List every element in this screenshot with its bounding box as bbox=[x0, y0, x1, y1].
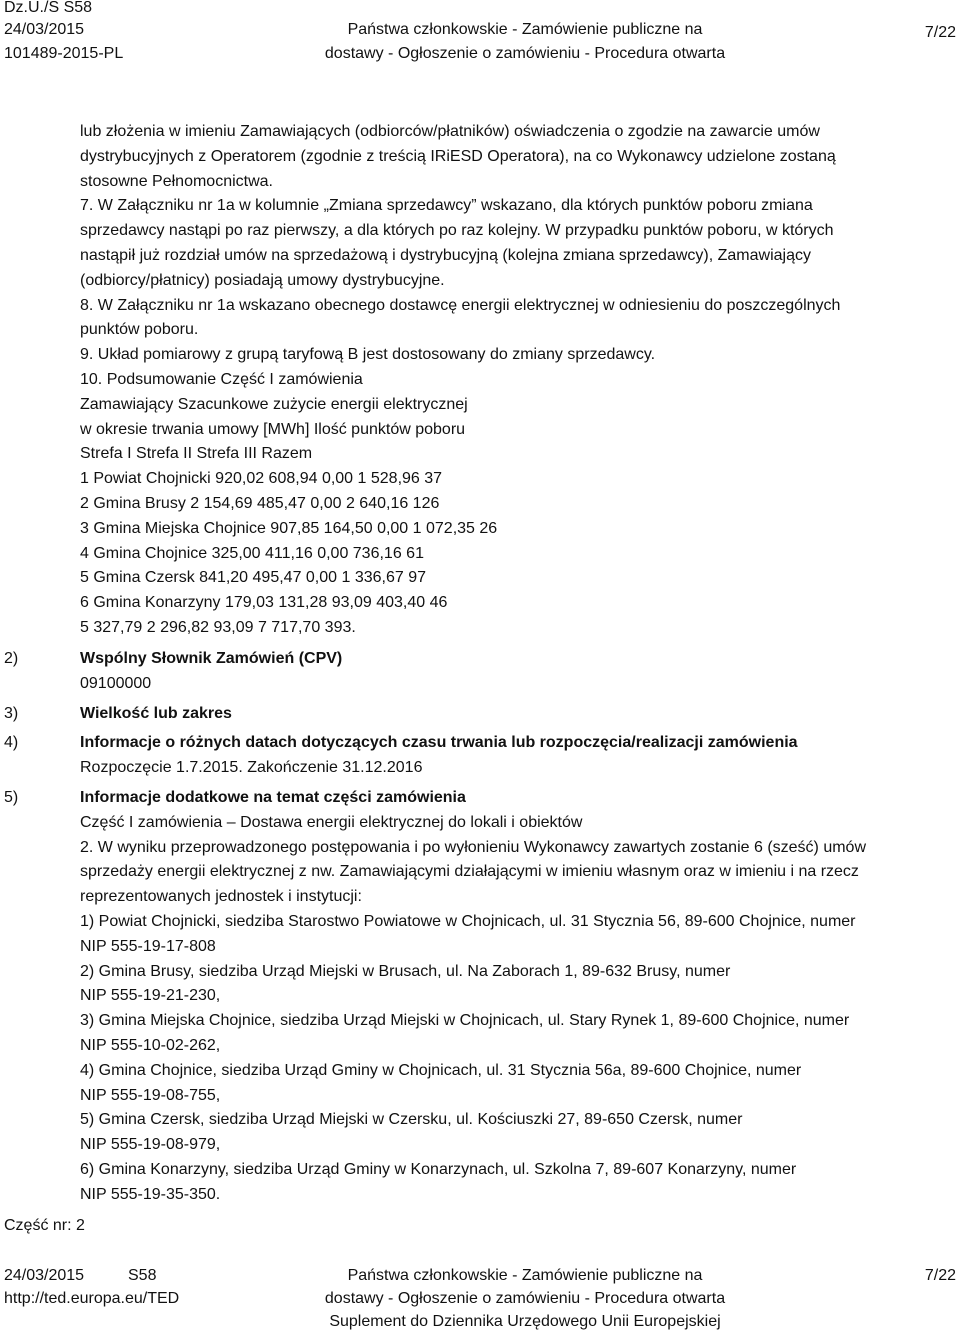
section-number: 5) bbox=[4, 789, 19, 806]
section-line: NIP 555-19-35-350. bbox=[80, 1185, 221, 1203]
section-line: 09100000 bbox=[80, 674, 152, 692]
section-line: NIP 555-19-08-979, bbox=[80, 1136, 221, 1154]
body-line: w okresie trwania umowy [MWh] Ilość punktów poboru bbox=[80, 420, 466, 438]
section-line: 3) Gmina Miejska Chojnice, siedziba Urząd Miejski w Chojnicach, ul. Stary Rynek 1, 89-600 Chojnice, numer bbox=[80, 1012, 850, 1030]
section-line: reprezentowanych jednostek i instytucji: bbox=[80, 888, 362, 906]
body-line: 4 Gmina Chojnice 325,00 411,16 0,00 736,16 61 bbox=[80, 544, 424, 562]
header-title-line1: Państwa członkowskie - Zamówienie publiczne na bbox=[347, 21, 703, 38]
footer-title-line2: dostawy - Ogłoszenie o zamówieniu - Procedura otwarta bbox=[324, 1290, 726, 1307]
header-doc-id: Dz.U./S S58 bbox=[4, 0, 93, 16]
section-content bbox=[80, 702, 950, 727]
body-line: stosowne Pełnomocnictwa. bbox=[80, 172, 273, 190]
footer-title-line1: Państwa członkowskie - Zamówienie publiczne na bbox=[347, 1267, 703, 1284]
page-footer bbox=[0, 1265, 960, 1334]
body-line: 5 Gmina Czersk 841,20 495,47 0,00 1 336,67 97 bbox=[80, 569, 427, 587]
body-line: 7. W Załączniku nr 1a w kolumnie „Zmiana sprzedawcy” wskazano, dla których punktów poboru zmiana bbox=[80, 197, 813, 215]
footer-url[interactable]: http://ted.europa.eu/TED bbox=[4, 1290, 180, 1307]
footer-page-number: 7/22 bbox=[924, 1267, 956, 1284]
part-label: Część nr: 2 bbox=[4, 1217, 85, 1234]
section-line: 2) Gmina Brusy, siedziba Urząd Miejski w Brusach, ul. Na Zaborach 1, 89-632 Brusy, numer bbox=[80, 962, 731, 980]
body-line: lub złożenia w imieniu Zamawiających (odbiorców/płatników) oświadczenia o zgodzie na zawarcie umów bbox=[80, 123, 820, 140]
body-line: Strefa I Strefa II Strefa III Razem bbox=[80, 445, 313, 463]
header-date: 24/03/2015 bbox=[4, 21, 85, 38]
section-content bbox=[80, 786, 950, 1208]
section-content bbox=[80, 731, 950, 781]
section-line: 1) Powiat Chojnicki, siedziba Starostwo Powiatowe w Chojnicach, ul. 31 Stycznia 56, 89-600 Chojnice, numer bbox=[80, 912, 856, 930]
body-line: punktów poboru. bbox=[80, 321, 199, 339]
section-line: 2. W wyniku przeprowadzonego postępowania i po wyłonieniu Wykonawcy zawartych zostanie 6 (sześć) umów bbox=[80, 838, 866, 856]
body-line: 8. W Załączniku nr 1a wskazano obecnego dostawcę energii elektrycznej w odniesieniu do poszczególnych bbox=[80, 296, 841, 314]
header-ref: 101489-2015-PL bbox=[4, 45, 124, 62]
section-line: sprzedaży energii elektrycznej z nw. Zamawiającymi działającymi w imieniu własnym oraz w imieniu i na rzecz bbox=[80, 863, 859, 881]
section-line: NIP 555-19-08-755, bbox=[80, 1086, 221, 1104]
body-line: Zamawiający Szacunkowe zużycie energii elektrycznej bbox=[80, 395, 468, 413]
section-number: 4) bbox=[4, 734, 19, 751]
section-number: 3) bbox=[4, 705, 19, 722]
header-title-line2: dostawy - Ogłoszenie o zamówieniu - Procedura otwarta bbox=[324, 45, 726, 62]
section-title: Wielkość lub zakres bbox=[80, 705, 232, 722]
body-line: 9. Układ pomiarowy z grupą taryfową B jest dostosowany do zmiany sprzedawcy. bbox=[80, 346, 656, 364]
section-content bbox=[80, 647, 950, 697]
section-line: Część I zamówienia – Dostawa energii elektrycznej do lokali i obiektów bbox=[80, 813, 583, 831]
body-line: 1 Powiat Chojnicki 920,02 608,94 0,00 1 528,96 37 bbox=[80, 470, 443, 488]
body-text bbox=[80, 120, 950, 641]
section-title: Informacje o różnych datach dotyczących czasu trwania lub rozpoczęcia/realizacji zamówienia bbox=[80, 734, 798, 751]
section-title: Wspólny Słownik Zamówień (CPV) bbox=[80, 650, 343, 667]
section-line: 6) Gmina Konarzyny, siedziba Urząd Gminy w Konarzynach, ul. Szkolna 7, 89-607 Konarzyny, numer bbox=[80, 1160, 797, 1178]
section-number: 2) bbox=[4, 650, 19, 667]
body-line: 10. Podsumowanie Część I zamówienia bbox=[80, 370, 363, 388]
body-line: nastąpił już rozdział umów na sprzedażową i dystrybucyjną (kolejna zmiana sprzedawcy), Zamawiający bbox=[80, 246, 811, 264]
section-line: NIP 555-19-21-230, bbox=[80, 987, 221, 1005]
section-title: Informacje dodatkowe na temat części zamówienia bbox=[80, 789, 466, 806]
body-line: 3 Gmina Miejska Chojnice 907,85 164,50 0,00 1 072,35 26 bbox=[80, 519, 498, 537]
body-line: sprzedawcy nastąpi po raz pierwszy, a dla których po raz kolejny. W przypadku punktów poboru, w których bbox=[80, 222, 834, 240]
footer-date: 24/03/2015 bbox=[4, 1267, 85, 1284]
section-line: Rozpoczęcie 1.7.2015. Zakończenie 31.12.2016 bbox=[80, 758, 423, 776]
body-line: 6 Gmina Konarzyny 179,03 131,28 93,09 403,40 46 bbox=[80, 594, 448, 612]
section-line: NIP 555-10-02-262, bbox=[80, 1036, 221, 1054]
body-line: 2 Gmina Brusy 2 154,69 485,47 0,00 2 640,16 126 bbox=[80, 494, 440, 512]
section-line: 5) Gmina Czersk, siedziba Urząd Miejski w Czersku, ul. Kościuszki 27, 89-650 Czersk, numer bbox=[80, 1111, 743, 1129]
footer-series: S58 bbox=[128, 1267, 157, 1284]
body-line: (odbiorcy/płatnicy) posiadają umowy dystrybucyjne. bbox=[80, 271, 445, 289]
body-line: dystrybucyjnych z Operatorem (zgodnie z treścią IRiESD Operatora), na co Wykonawcy udzielone zostaną bbox=[80, 147, 836, 165]
footer-title-line3: Suplement do Dziennika Urzędowego Unii Europejskiej bbox=[329, 1313, 721, 1330]
section-line: 4) Gmina Chojnice, siedziba Urząd Gminy w Chojnicach, ul. 31 Stycznia 56a, 89-600 Chojnice, numer bbox=[80, 1061, 802, 1079]
body-line: 5 327,79 2 296,82 93,09 7 717,70 393. bbox=[80, 618, 356, 636]
section-line: NIP 555-19-17-808 bbox=[80, 937, 216, 955]
header-page-number: 7/22 bbox=[924, 24, 956, 41]
page-header bbox=[0, 0, 960, 70]
